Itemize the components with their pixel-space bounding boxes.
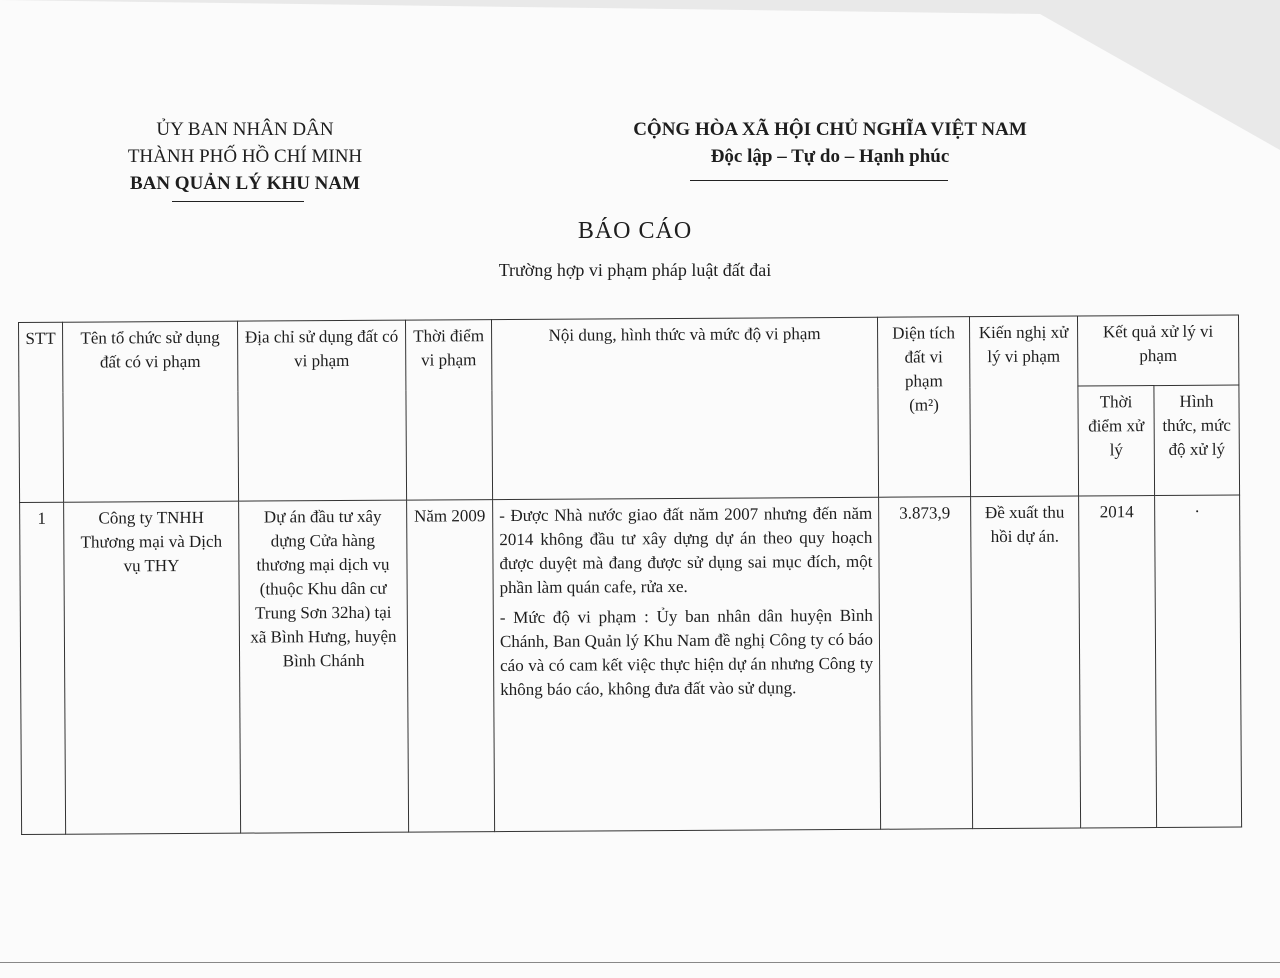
header-handling-form: Hình thức, mức độ xử lý (1154, 385, 1240, 496)
violation-content-paragraph-1: - Được Nhà nước giao đất năm 2007 nhưng đến năm 2014 không đầu tư xây dựng dự án theo quy hoạch được duyệt mà đang được sử dụng sai mục đích, một phần làm quán cafe, rửa xe. (499, 503, 873, 598)
cell-area: 3.873,9 (879, 497, 973, 830)
document-subtitle: Trường hợp vi phạm pháp luật đất đai (498, 260, 772, 280)
agency-line-2: THÀNH PHỐ HỒ CHÍ MINH (127, 146, 363, 167)
issuing-agency (80, 116, 410, 197)
violation-report-table (18, 315, 1242, 835)
header-handling-result: Kết quả xử lý vi phạm (1077, 315, 1238, 386)
violation-content-paragraph-2: - Mức độ vi phạm : Ủy ban nhân dân huyện Bình Chánh, Ban Quản lý Khu Nam đề nghị Công ty có báo cáo và có cam kết việc thực hiện dự án nhưng Công ty không báo cáo, không đưa đất vào sử dụng. (499, 605, 874, 700)
header-area (877, 317, 970, 498)
header-violation-content: Nội dung, hình thức và mức độ vi phạm (491, 317, 878, 499)
cell-violation-time: Năm 2009 (407, 500, 495, 833)
header-organization: Tên tổ chức sử dụng đất có vi phạm (63, 321, 239, 502)
header-stt: STT (19, 322, 64, 502)
cell-violation-content (493, 497, 881, 831)
header-violation-time: Thời điểm vi phạm (405, 320, 492, 501)
cell-recommendation: Đề xuất thu hồi dự án. (971, 496, 1081, 829)
page-bottom-edge (0, 962, 1280, 963)
header-area-label: Diện tích đất vi phạm (892, 323, 956, 391)
header-area-unit: (m²) (909, 395, 939, 415)
cell-handling-form: · (1155, 495, 1242, 828)
header-address: Địa chỉ sử dụng đất có vi phạm (237, 320, 406, 501)
document-title: BÁO CÁO (577, 218, 693, 244)
agency-line-1: ỦY BAN NHÂN DÂN (156, 119, 334, 140)
agency-line-3: BAN QUẢN LÝ KHU NAM (129, 173, 361, 194)
country-name: CỘNG HÒA XÃ HỘI CHỦ NGHĨA VIỆT NAM (633, 119, 1027, 140)
cell-organization: Công ty TNHH Thương mại và Dịch vụ THY (64, 501, 241, 834)
cell-address: Dự án đầu tư xây dựng Cửa hàng thương mại dịch vụ (thuộc Khu dân cư Trung Sơn 32ha) tại xã Bình Hưng, huyện Bình Chánh (239, 500, 409, 833)
motto: Độc lập – Tự do – Hạnh phúc (710, 146, 950, 167)
header-handling-time: Thời điểm xử lý (1078, 386, 1155, 496)
national-motto (580, 116, 1080, 170)
cell-handling-time: 2014 (1079, 496, 1157, 828)
header-recommendation: Kiến nghị xử lý vi phạm (969, 316, 1078, 497)
table-header-row (19, 315, 1239, 392)
table-row (20, 495, 1242, 834)
agency-underline (172, 201, 304, 202)
motto-underline (690, 180, 948, 181)
cell-stt: 1 (20, 502, 66, 834)
